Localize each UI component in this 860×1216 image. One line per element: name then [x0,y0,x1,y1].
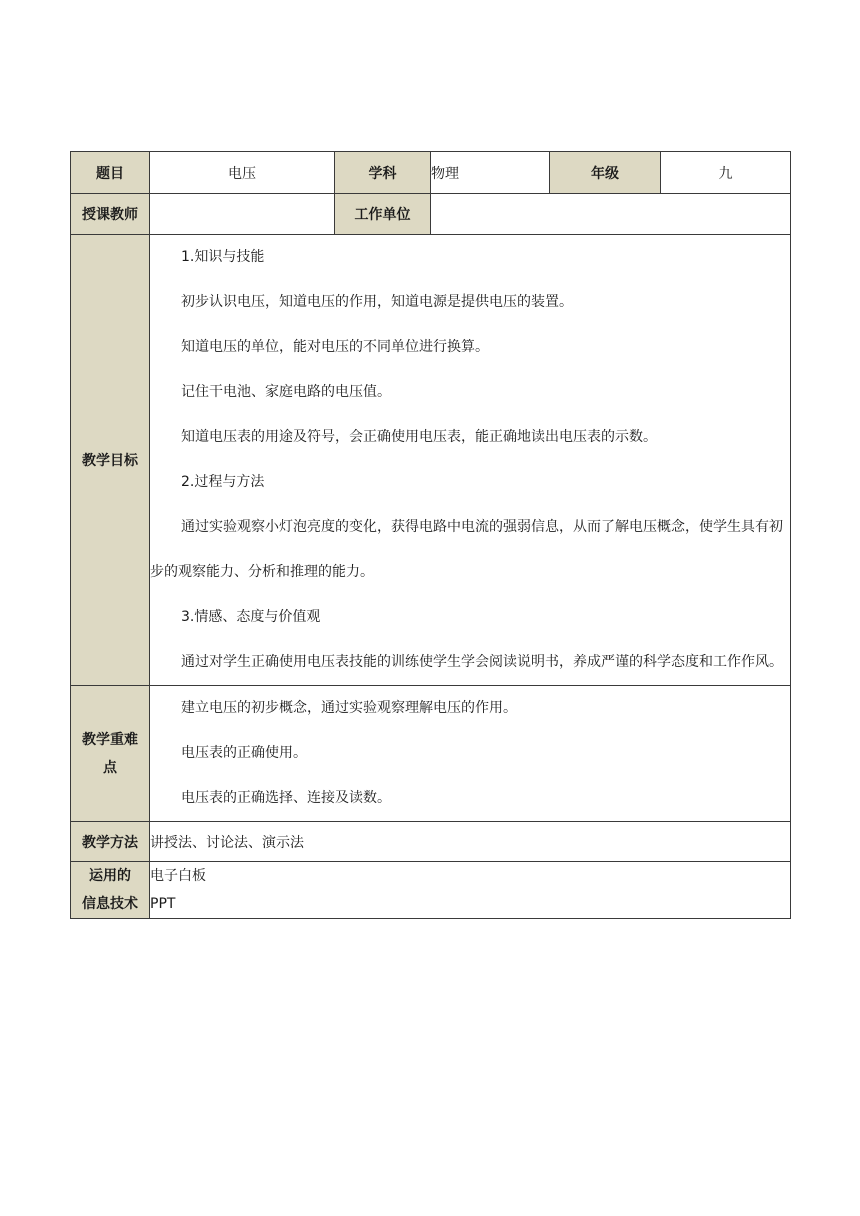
technology-content [150,862,791,919]
objectives-row [71,235,791,686]
subject-value: 物理 [431,152,550,194]
objective-line: 记住干电池、家庭电路的电压值。 [181,384,391,400]
objective-line: 3.情感、态度与价值观 [181,609,321,625]
key-points-label [71,686,150,822]
header-row [71,152,791,194]
unit-value [431,194,791,235]
teacher-label: 授课教师 [71,194,150,235]
objective-line: 知道电压的单位，能对电压的不同单位进行换算。 [181,339,489,355]
objective-line: 2.过程与方法 [181,474,265,490]
methods-row [71,822,791,862]
technology-item: PPT [150,896,176,912]
technology-row [71,862,791,919]
grade-value: 九 [661,152,791,194]
grade-label: 年级 [550,152,661,194]
key-points-row [71,686,791,822]
technology-label-line2: 信息技术 [82,896,138,912]
objective-line: 知道电压表的用途及符号，会正确使用电压表，能正确地读出电压表的示数。 [181,429,657,445]
technology-item: 电子白板 [150,868,206,884]
objectives-content [150,235,791,686]
methods-value: 讲授法、讨论法、演示法 [150,822,791,862]
key-point-line: 建立电压的初步概念，通过实验观察理解电压的作用。 [181,700,517,716]
subject-label: 学科 [335,152,431,194]
topic-value: 电压 [150,152,335,194]
teacher-row [71,194,791,235]
objective-line: 通过对学生正确使用电压表技能的训练使学生学会阅读说明书，养成严谨的科学态度和工作作风。 [181,654,783,670]
topic-label: 题目 [71,152,150,194]
technology-label [71,862,150,919]
technology-label-line1: 运用的 [89,868,131,884]
unit-label: 工作单位 [335,194,431,235]
lesson-plan-table [70,151,791,919]
objectives-label: 教学目标 [71,235,150,686]
key-point-line: 电压表的正确选择、连接及读数。 [181,790,391,806]
key-point-line: 电压表的正确使用。 [181,745,307,761]
objective-line: 初步认识电压，知道电压的作用，知道电源是提供电压的装置。 [181,294,573,310]
key-points-label-line1: 教学重难 [82,731,138,748]
objective-line: 通过实验观察小灯泡亮度的变化，获得电路中电流的强弱信息，从而了解电压概念，使学生具有初步的观察能力、分析和推理的能力。 [150,519,783,580]
objective-line: 1.知识与技能 [181,249,265,265]
key-points-content [150,686,791,822]
methods-label: 教学方法 [71,822,150,862]
key-points-label-line2: 点 [103,759,117,776]
teacher-value [150,194,335,235]
